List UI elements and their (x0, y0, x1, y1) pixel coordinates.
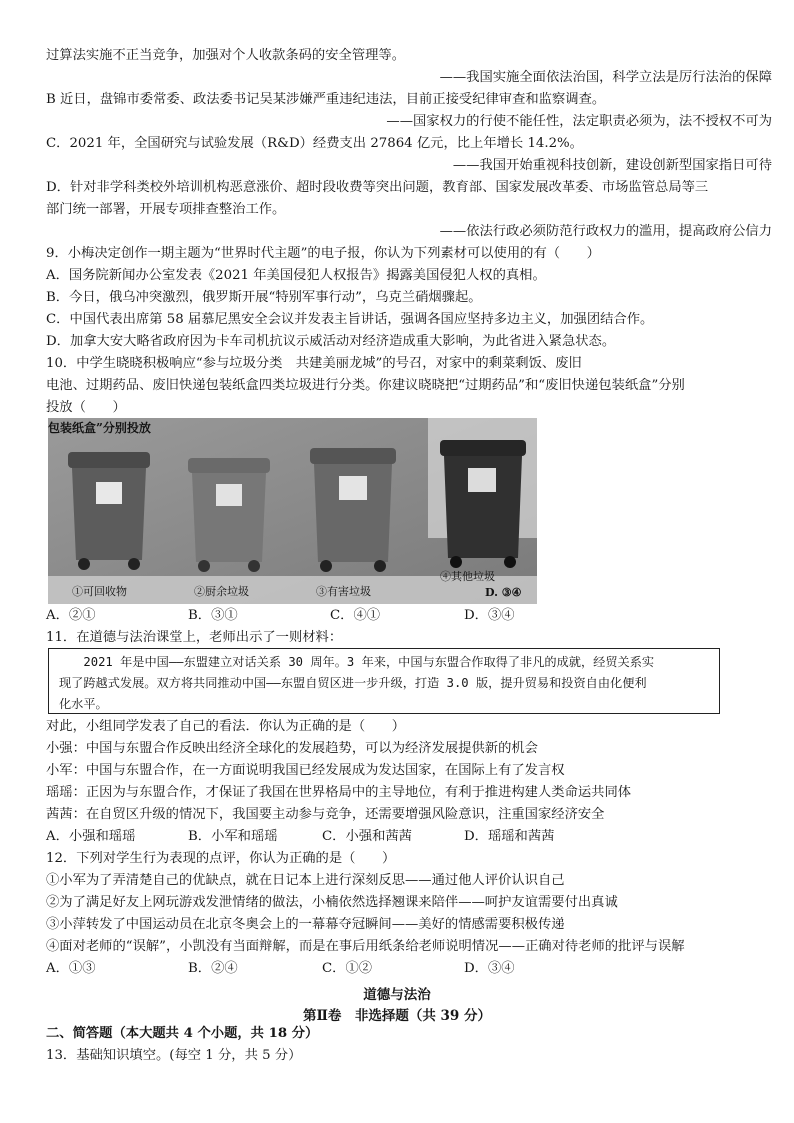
material-text: 2021 年是中国——东盟建立对话关系 30 周年。3 年来，中国与东盟合作取得了非凡的成就，经贸关系实 (83, 655, 655, 669)
question-10-option-a: A．②① (46, 608, 96, 623)
part-title: 第Ⅱ卷 非选择题（共 39 分） (302, 1008, 492, 1024)
bin-recyclable (68, 452, 150, 570)
statement-xixi: 茜茜：在自贸区升级的情况下，我国要主动参与竞争，还需要增强风险意识，注重国家经济安全 (46, 807, 605, 822)
statement-xiaojun: 小军：中国与东盟合作，在一方面说明我国已经发展成为发达国家，在国际上有了发言权 (46, 763, 565, 778)
bin-label-recyclable: ①可回收物 (72, 585, 127, 598)
option-comment: ——国家权力的行使不能任性，法定职责必须为，法不授权不可为 (386, 114, 772, 129)
question-9-option-d: D．加拿大安大略省政府因为卡车司机抗议示威活动对经济造成重大影响，为此省进入紧急状态。 (46, 334, 616, 349)
question-12-item-1: ①小军为了弄清楚自己的优缺点，就在日记本上进行深刻反思——通过他人评价认识自己 (46, 873, 565, 888)
question-10-option-d: D．③④ (464, 608, 515, 623)
photo-option-text: D. ③④ (485, 586, 522, 599)
question-10-stem: 10．中学生晓晓积极响应“参与垃圾分类 共建美丽龙城”的号召，对家中的剩菜剩饭、废旧 (46, 356, 582, 371)
question-10-option-b: B．③① (188, 608, 238, 623)
text-line: 过算法实施不正当竞争，加强对个人收款条码的安全管理等。 (46, 48, 406, 63)
question-12-item-4: ④面对老师的“误解”，小凯没有当面辩解，而是在事后用纸条给老师说明情况——正确对待老师的批评与误解 (46, 939, 685, 954)
bin-label-hazardous: ③有害垃圾 (316, 585, 371, 598)
question-9-option-a: A．国务院新闻办公室发表《2021 年美国侵犯人权报告》揭露美国侵犯人权的真相。 (46, 268, 546, 283)
question-12-stem: 12．下列对学生行为表现的点评，你认为正确的是（ ） (46, 851, 396, 866)
bin-label-other: ④其他垃圾 (440, 570, 495, 583)
garbage-bins-photo (48, 418, 537, 604)
question-11-option-d: D．瑶瑶和茜茜 (464, 829, 555, 844)
option-comment: ——我国开始重视科技创新，建设创新型国家指日可待 (452, 158, 772, 173)
question-10-stem: 电池、过期药品、废旧快递包装纸盒四类垃圾进行分类。你建议晓晓把“过期药品”和“废旧快递包装纸盒”分别 (46, 378, 685, 393)
text-line: 部门统一部署，开展专项排查整治工作。 (46, 202, 286, 217)
subject-title: 道德与法治 (363, 987, 431, 1003)
photo-caption: 包装纸盒”分别投放 (48, 421, 151, 435)
option-b: B 近日，盘锦市委常委、政法委书记吴某涉嫌严重违纪违法，目前正接受纪律审查和监察调查。 (46, 92, 606, 107)
material-text: 现了跨越式发展。双方将共同推动中国——东盟自贸区进一步升级，打造 3.0 版，提升贸易和投资自由化便利 (59, 676, 647, 690)
question-11-option-c: C．小强和茜茜 (322, 829, 412, 844)
option-c: C．2021 年，全国研究与试验发展（R&D）经费支出 27864 亿元，比上年增长 14.2%。 (46, 136, 583, 151)
question-12-option-d: D．③④ (464, 961, 515, 976)
question-10-stem: 投放（ ） (46, 400, 126, 415)
question-12-option-c: C．①② (322, 961, 373, 976)
option-comment: ——我国实施全面依法治国，科学立法是厉行法治的保障 (439, 70, 772, 85)
question-11-stem: 11．在道德与法治课堂上，老师出示了一则材料： (46, 630, 343, 645)
question-10-option-c: C．④① (330, 608, 381, 623)
question-11-ask: 对此，小组同学发表了自己的看法．你认为正确的是（ ） (46, 719, 406, 734)
option-d: D．针对非学科类校外培训机构恶意涨价、超时段收费等突出问题，教育部、国家发展改革委、市场监管总局等三 (46, 180, 709, 195)
question-11-option-b: B．小军和瑶瑶 (188, 829, 278, 844)
question-13-stem: 13．基础知识填空。(每空 1 分，共 5 分） (46, 1048, 302, 1063)
question-11-option-a: A．小强和瑶瑶 (46, 829, 136, 844)
question-9-option-c: C．中国代表出席第 58 届慕尼黑安全会议并发表主旨讲话，强调各国应坚持多边主义，加强团结合作。 (46, 312, 654, 327)
material-text: 化水平。 (59, 697, 108, 711)
question-12-option-a: A．①③ (46, 961, 96, 976)
statement-yaoyao: 瑶瑶：正因为与东盟合作，才保证了我国在世界格局中的主导地位，有利于推进构建人类命运共同体 (46, 785, 632, 800)
question-12-option-b: B．②④ (188, 961, 238, 976)
bin-label-kitchen: ②厨余垃圾 (194, 585, 249, 598)
question-12-item-2: ②为了满足好友上网玩游戏发泄情绪的做法，小楠依然选择翘课来陪伴——呵护友谊需要付出真诚 (46, 895, 618, 910)
material-box (48, 648, 720, 714)
option-comment: ——依法行政必须防范行政权力的滥用，提高政府公信力 (439, 224, 772, 239)
question-9-stem: 9．小梅决定创作一期主题为“世界时代主题”的电子报，你认为下列素材可以使用的有（ ） (46, 246, 600, 261)
statement-xiaoqiang: 小强：中国与东盟合作反映出经济全球化的发展趋势，可以为经济发展提供新的机会 (46, 741, 538, 756)
question-9-option-b: B．今日，俄乌冲突激烈，俄罗斯开展“特别军事行动”，乌克兰硝烟骤起。 (46, 290, 482, 305)
question-12-item-3: ③小萍转发了中国运动员在北京冬奥会上的一幕幕夺冠瞬间——美好的情感需要积极传递 (46, 917, 565, 932)
section-heading: 二、简答题（本大题共 4 个小题，共 18 分） (46, 1026, 319, 1041)
